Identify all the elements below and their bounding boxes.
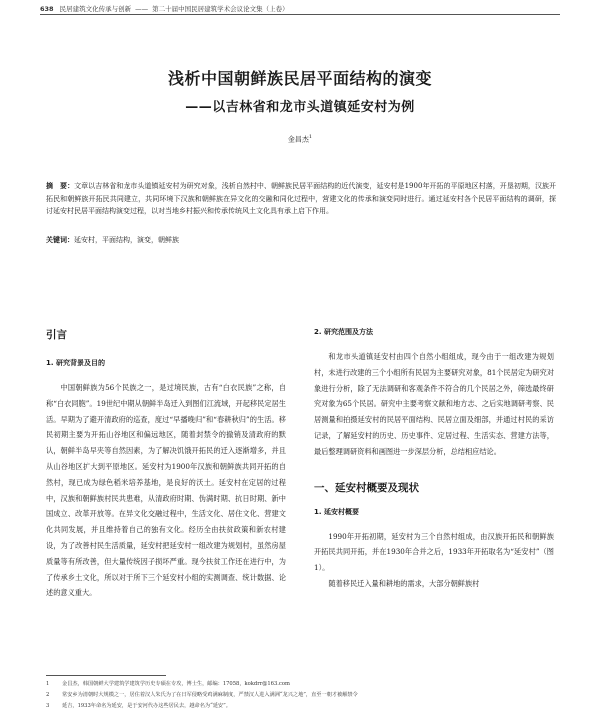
chapter-heading: 一、延安村概要及现状 xyxy=(314,481,419,494)
footnote: 1 金昌杰，韩国朝鲜大学建筑学建筑学历史专硕在专攻，博士生，邮编：17058，kokdrr@163.com xyxy=(46,681,290,687)
page-number: 638 xyxy=(40,5,54,13)
section-heading-background: 1. 研究背景及目的 xyxy=(46,359,105,367)
keywords-label: 关键词： xyxy=(46,236,74,244)
running-header xyxy=(40,4,560,13)
author xyxy=(0,134,600,144)
footnote: 3 延吉，1933年命名为延安，是于安河代办这些居民去，越命名为“延安”。 xyxy=(46,703,231,709)
right-column xyxy=(314,327,554,592)
header-separator: —— xyxy=(135,5,149,13)
section-heading-scope: 2. 研究范围及方法 xyxy=(314,328,373,336)
section-heading-overview: 1. 延安村概要 xyxy=(314,507,359,516)
author-name: 金昌杰 xyxy=(287,135,309,144)
abstract-label: 摘 要： xyxy=(46,182,75,190)
paragraph: 和龙市头道镇延安村由四个自然小组组成，现今由于一组改建为规划村，未进行改建的三个小组所有民居为主要研究对象，81个民居定为研究对象进行分析，除了无法调研和客观条件不符合的几个民居之外，筛选最终研究对象为65个民居。研究中主要考察文献和地方志、之后实地调研考察、民居测量和拍摄延安村的民居平面结构、民居立面及细部，并通过村民的采访记录，了解延安村的历史、历史事件、定居过程、生活实态、营建方法等，最后整理调研资料和画图进一步深层分析，总结相应结论。 xyxy=(314,352,554,456)
paper-title: 浅析中国朝鲜族民居平面结构的演变 xyxy=(167,69,432,88)
keywords-text: 延安村，平面结构，演变，朝鲜族 xyxy=(74,236,179,244)
paragraph: 1990年开拓初期，延安村为三个自然村组成，由汉族开拓民和朝鲜族开拓民共同开拓，并在1930年合并之后，1933年开拓取名为“延安村”（图1）。 xyxy=(314,531,554,573)
paragraph: 随着移民迁入量和耕地的需求，大部分朝鲜族村 xyxy=(328,578,480,588)
keywords xyxy=(46,234,556,246)
footnote-rule xyxy=(46,675,166,676)
left-column xyxy=(46,327,286,601)
abstract-text: 文章以吉林省和龙市头道镇延安村为研究对象，浅析自然村中、朝鲜族民居平面结构的近代演变，延安村是1900年开拓的平原地区村落，开垦初期，汉族开拓民和朝鲜族开拓民共同建立，共同环境下汉族和朝鲜族在异文化的交融和同化过程中，营建文化的传承和演变同时进行。通过延安村各个民居平面结构的调研，探讨延安村民居平面结构演变过程，以对当地乡村振兴和传承传统风土文化具有承上启下作用。 xyxy=(46,182,556,216)
footnotes xyxy=(46,679,566,712)
abstract xyxy=(46,180,556,218)
intro-heading: 引言 xyxy=(46,329,67,341)
paragraph: 中国朝鲜族为56个民族之一，是过境民族，古有“白衣民族”之称，自称“白衣同胞”。19世纪中期从朝鲜半岛迁入到图们江流域，开起移民定居生活。早期为了避开清政府的巡查，度过“早播晚归”和“春耕秋归”的生活。移民初期主要为开拓山谷地区和偏远地区，随着封禁令的撤销及清政府的默认，朝鲜半岛早夹等自然因素，为了解决饥饿开拓民的迁入逐渐增多，并且从山谷地区扩大到平原地区。延安村为1900年汉族和朝鲜族共同开拓的自然村，现已成为绿色稻米培养基地，是良好的沃土。延安村在定居的过程中，汉族和朝鲜族村民共患难，从清政府时期、伪满时期、抗日时期、新中国成立、改革开放等。在异文化交融过程中，生活文化、居住文化、营建文化共同发展，并且维持着自己的独有文化。经历全由扶贫政策和新农村建设，为了改善村民生活质量，延安村把延安村一组改建为规划村，虽然房屋质量等有所改善，但大量传统因子损坏严重。现今扶贫工作还在进行中，为了传承乡土文化，所以对于所下三个延安村小组的实测调查、统计数据、论述的意义重大。 xyxy=(46,383,286,598)
author-footnote-marker: 1 xyxy=(308,134,313,140)
paper-subtitle: ——以吉林省和龙市头道镇延安村为例 xyxy=(185,100,415,115)
header-rule xyxy=(40,14,560,15)
footnote: 2 常安乡为清朝时大规模之一，居住着汉人朱氏为了在日军侵略受鸡满麻制度，严禁汉人进入满洲“龙兴之地”，直至一朝才被解禁令 xyxy=(46,692,358,698)
book-title: 民居建筑文化传承与创新 xyxy=(59,5,132,13)
section-note: 第二十届中国民居建筑学术会议论文集（上卷） xyxy=(152,5,289,13)
